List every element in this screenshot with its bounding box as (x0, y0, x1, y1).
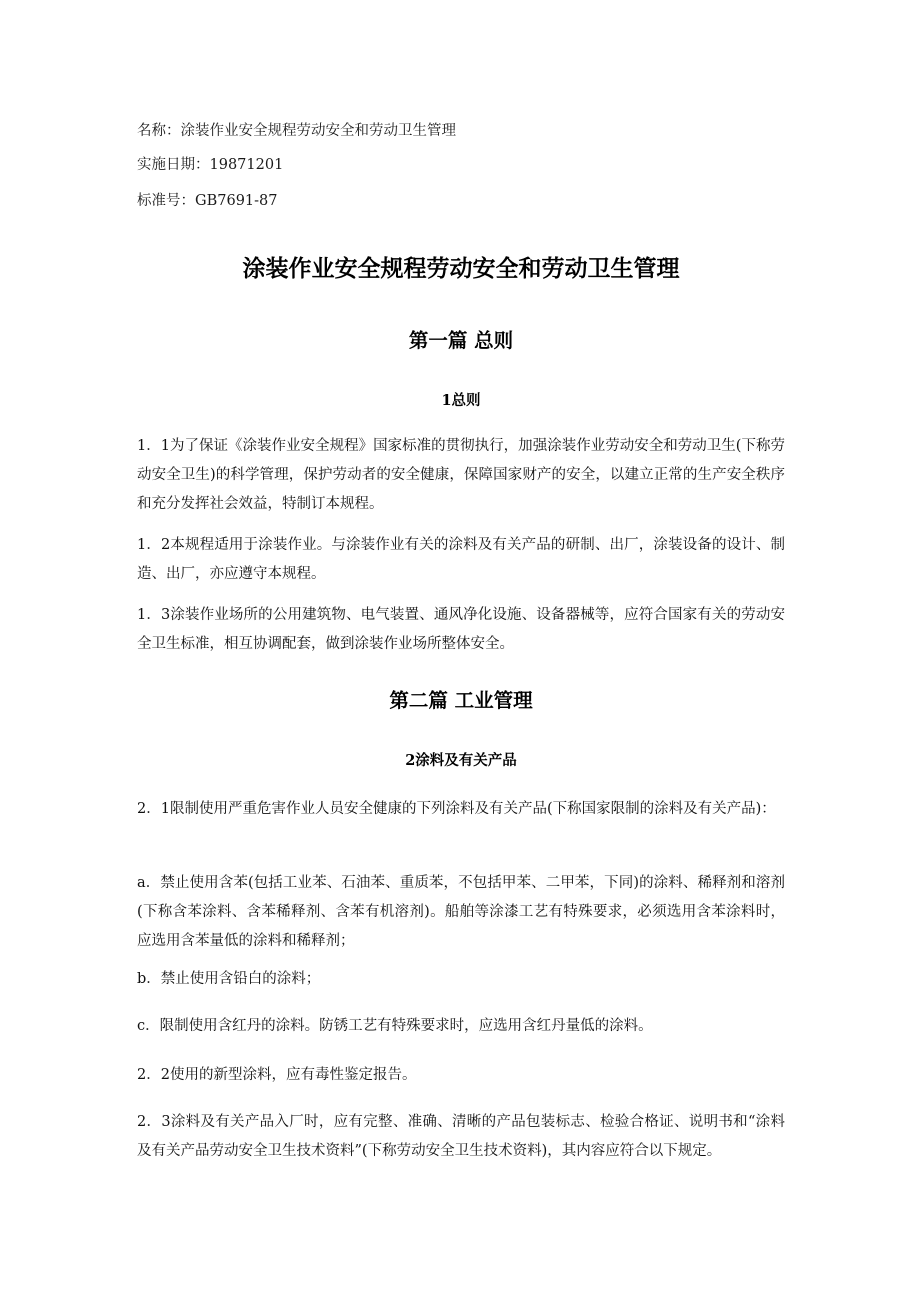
paragraph-2-1-a: a．禁止使用含苯(包括工业苯、石油苯、重质苯，不包括甲苯、二甲苯，下同)的涂料、稀释剂和溶剂(下称含苯涂料、含苯稀释剂、含苯有机溶剂)。船舶等涂漆工艺有特殊要求，必须选用含苯涂料时，应选用含苯量低的涂料和稀释剂； (137, 875, 785, 949)
meta-name: 名称：涂装作业安全规程劳动安全和劳动卫生管理 (137, 123, 456, 139)
part2-title: 第二篇 工业管理 (389, 689, 533, 712)
paragraph-1-1: 1．1为了保证《涂装作业安全规程》国家标准的贯彻执行，加强涂装作业劳动安全和劳动卫生(下称劳动安全卫生)的科学管理，保护劳动者的安全健康，保障国家财产的安全，以建立正常的生产安全秩序和充分发挥社会效益，特制订本规程。 (137, 438, 785, 512)
meta-date: 实施日期：19871201 (137, 157, 284, 173)
paragraph-2-3: 2．3涂料及有关产品入厂时，应有完整、准确、清晰的产品包装标志、检验合格证、说明书和“涂料及有关产品劳动安全卫生技术资料”(下称劳动安全卫生技术资料)，其内容应符合以下规定。 (137, 1114, 785, 1159)
part1-title: 第一篇 总则 (408, 329, 514, 352)
paragraph-2-2: 2．2使用的新型涂料，应有毒性鉴定报告。 (137, 1067, 417, 1083)
section2-title: 2涂料及有关产品 (405, 752, 517, 769)
paragraph-2-1-b: b．禁止使用含铅白的涂料； (137, 971, 321, 987)
paragraph-2-1: 2．1限制使用严重危害作业人员安全健康的下列涂料及有关产品(下称国家限制的涂料及有关产品)： (137, 801, 776, 817)
section1-title: 1总则 (441, 392, 481, 409)
document-title: 涂装作业安全规程劳动安全和劳动卫生管理 (242, 255, 680, 282)
meta-standard: 标准号：GB7691-87 (137, 193, 278, 209)
paragraph-1-3: 1．3涂装作业场所的公用建筑物、电气装置、通风净化设施、设备器械等，应符合国家有关的劳动安全卫生标准，相互协调配套，做到涂装作业场所整体安全。 (137, 607, 785, 652)
paragraph-2-1-c: c．限制使用含红丹的涂料。防锈工艺有特殊要求时，应选用含红丹量低的涂料。 (137, 1018, 653, 1034)
paragraph-1-2: 1．2本规程适用于涂装作业。与涂装作业有关的涂料及有关产品的研制、出厂，涂装设备的设计、制造、出厂，亦应遵守本规程。 (137, 537, 785, 582)
